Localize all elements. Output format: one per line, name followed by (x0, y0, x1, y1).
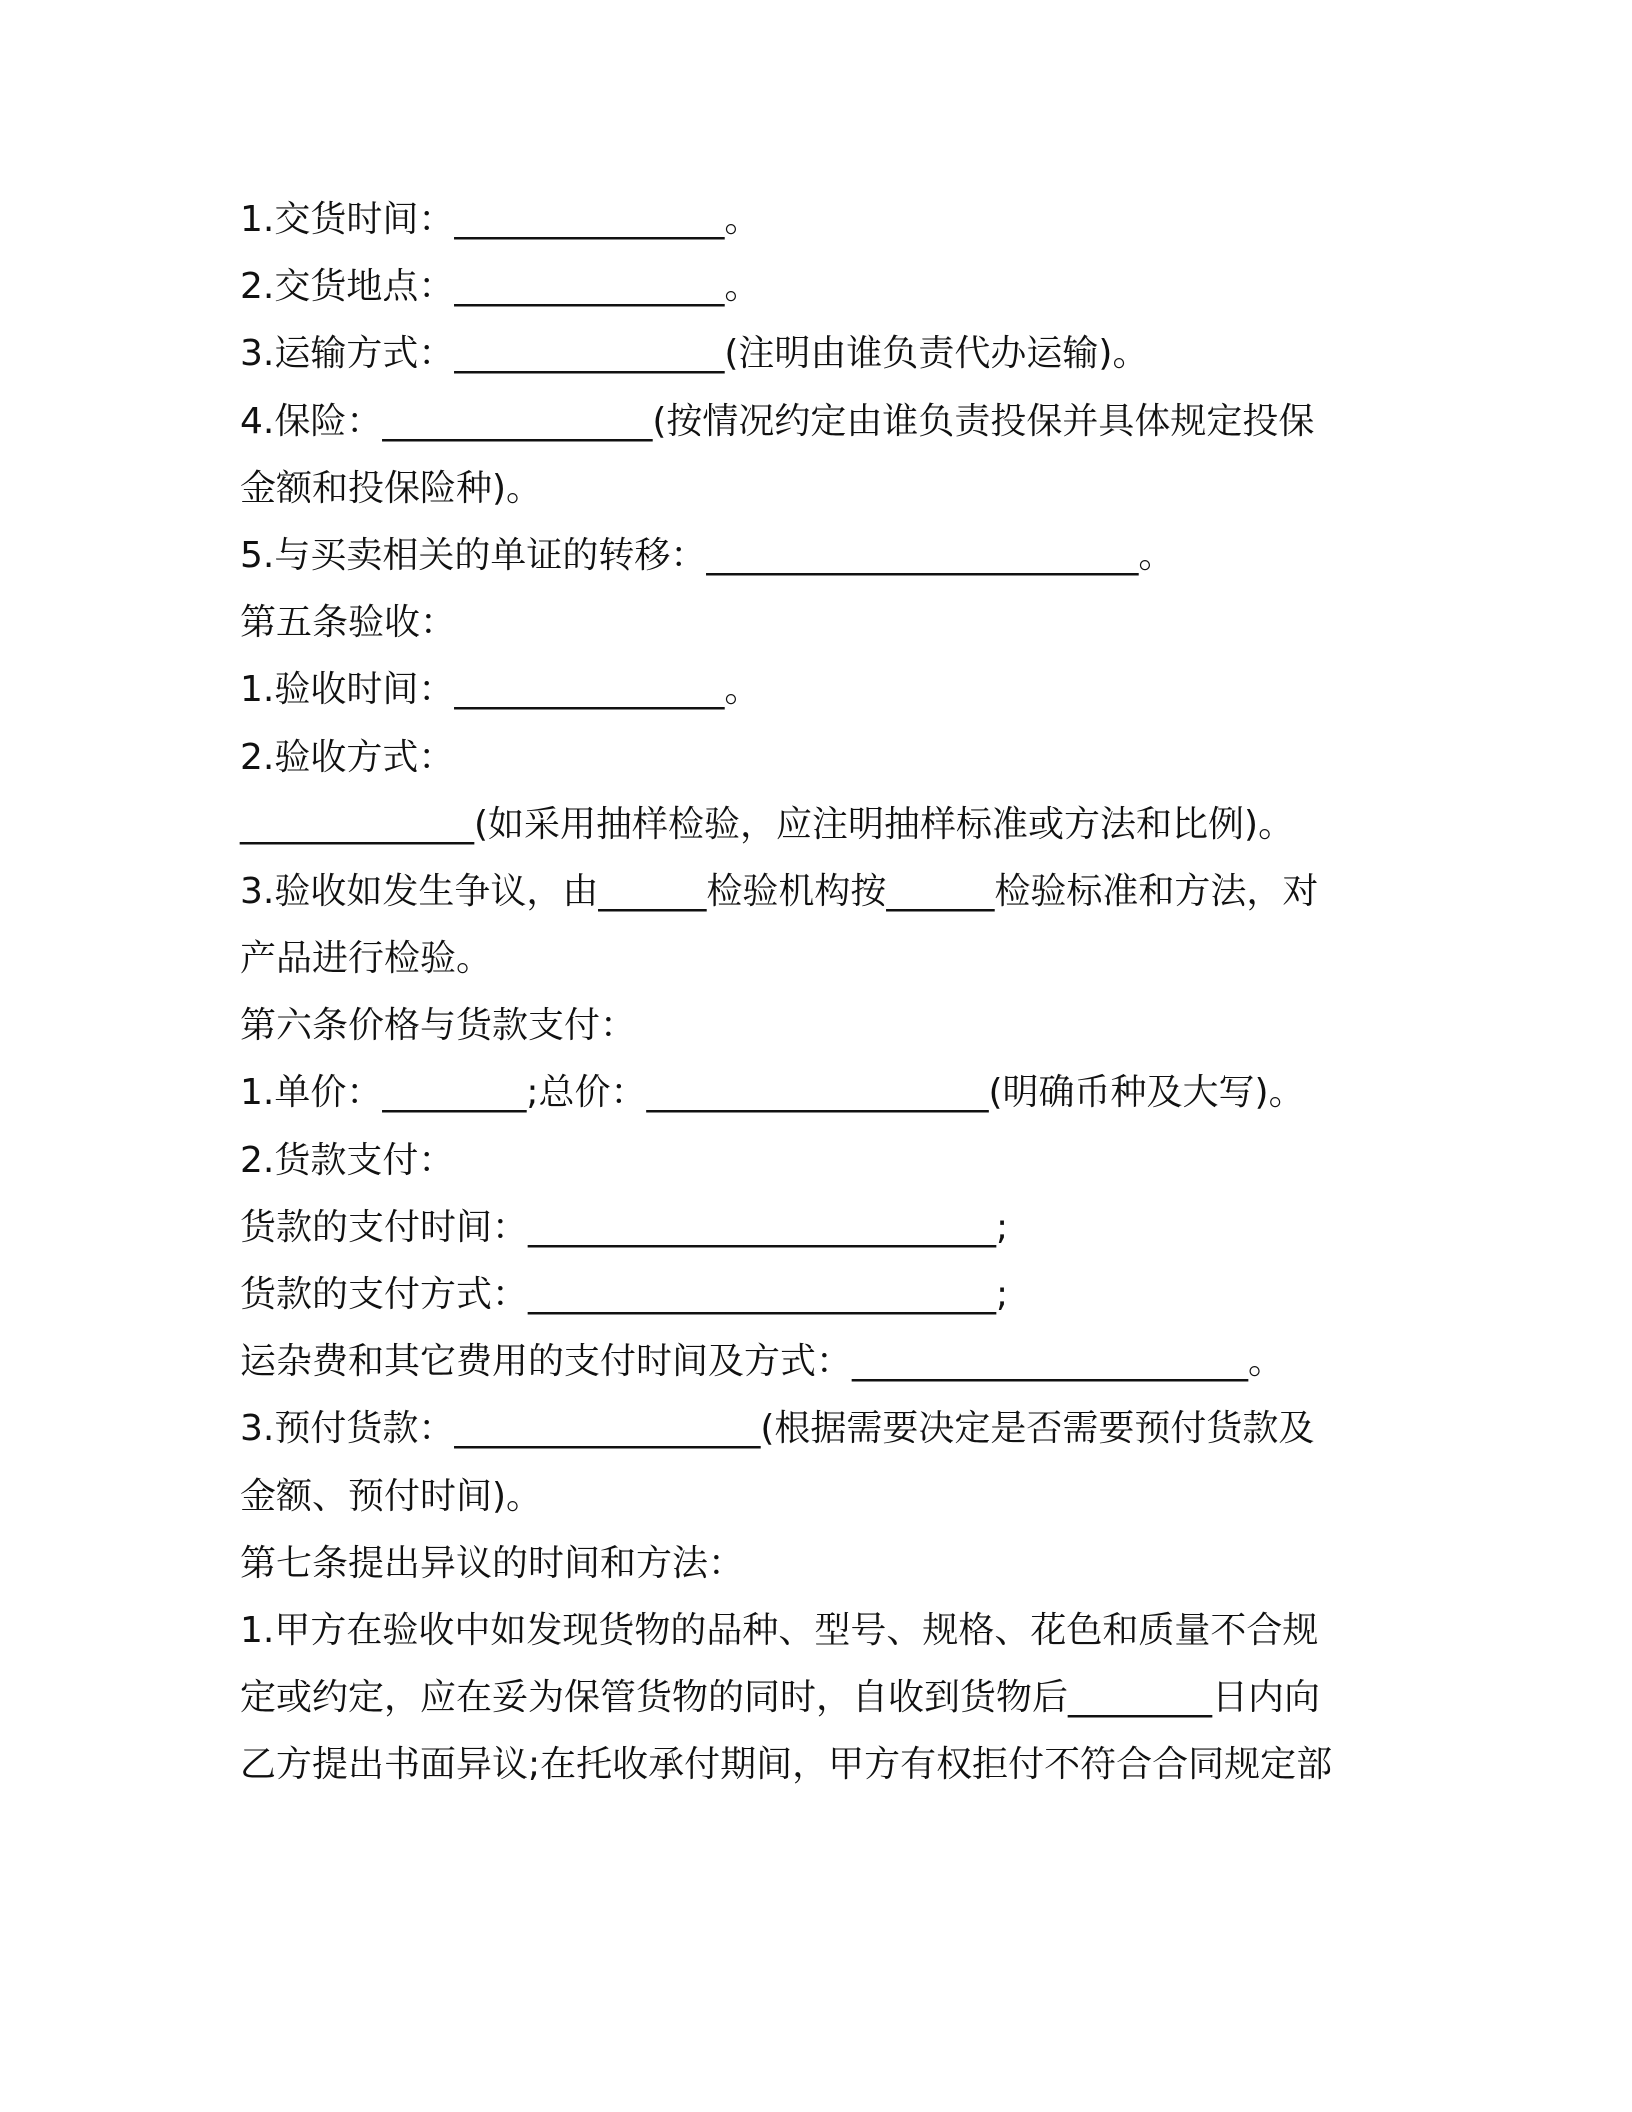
clause-prepayment: 3.预付货款：_________________(根据需要决定是否需要预付货款及 (240, 1408, 1315, 1450)
clause-transport-method: 3.运输方式：_______________(注明由谁负责代办运输)。 (240, 333, 1149, 375)
clause-delivery-place: 2.交货地点：_______________。 (240, 266, 761, 308)
clause-inspection-dispute-cont: 产品进行检验。 (240, 938, 493, 980)
clause-payment-time: 货款的支付时间：__________________________; (240, 1206, 1009, 1248)
article-5-heading: 第五条验收： (240, 602, 457, 644)
clause-unit-price: 1.单价：________;总价：___________________(明确币种及大写)。 (240, 1072, 1305, 1114)
article-6-heading: 第六条价格与货款支付： (240, 1005, 637, 1047)
article-7-heading: 第七条提出异议的时间和方法： (240, 1542, 745, 1584)
document-body (240, 186, 1390, 1799)
clause-inspection-method-cont: _____________(如采用抽样检验，应注明抽样标准或方法和比例)。 (240, 803, 1295, 845)
clause-objection-cont-1: 定或约定，应在妥为保管货物的同时，自收到货物后________日内向 (240, 1677, 1321, 1719)
clause-objection-cont-2: 乙方提出书面异议;在托收承付期间，甲方有权拒付不符合合同规定部 (240, 1744, 1333, 1786)
clause-payment: 2.货款支付： (240, 1139, 455, 1181)
clause-inspection-dispute: 3.验收如发生争议，由______检验机构按______检验标准和方法，对 (240, 870, 1319, 912)
clause-objection: 1.甲方在验收中如发现货物的品种、型号、规格、花色和质量不合规 (240, 1609, 1319, 1651)
clause-other-fees: 运杂费和其它费用的支付时间及方式：______________________。 (240, 1341, 1285, 1383)
clause-inspection-method: 2.验收方式： (240, 736, 455, 778)
clause-insurance-cont: 金额和投保险种)。 (240, 467, 543, 509)
clause-inspection-time: 1.验收时间：_______________。 (240, 669, 761, 711)
clause-payment-method: 货款的支付方式：__________________________; (240, 1274, 1009, 1315)
clause-document-transfer: 5.与买卖相关的单证的转移：________________________。 (240, 534, 1175, 576)
clause-delivery-time: 1.交货时间：_______________。 (240, 199, 761, 240)
clause-prepayment-cont: 金额、预付时间)。 (240, 1475, 543, 1517)
clause-insurance: 4.保险：_______________(按情况约定由谁负责投保并具体规定投保 (240, 400, 1315, 442)
